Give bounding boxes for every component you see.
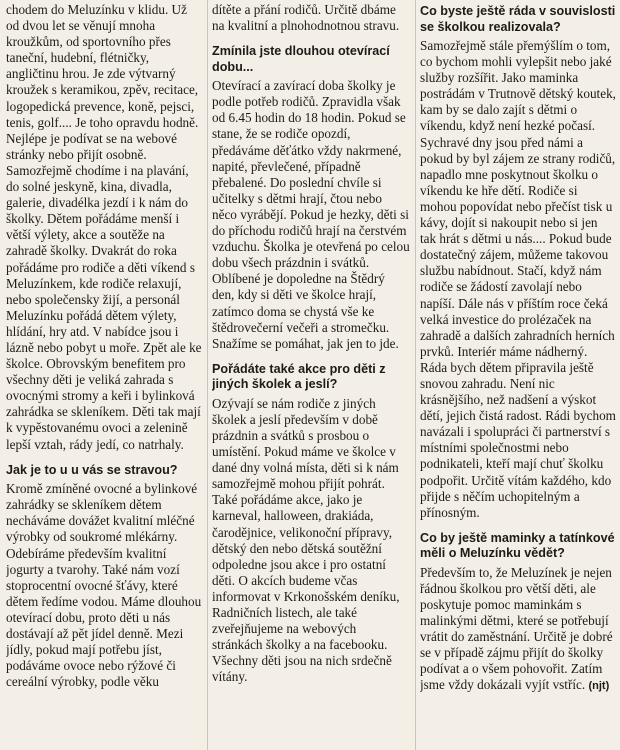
question-heading: Jak je to u u vás se stravou? bbox=[6, 462, 178, 477]
question-heading: Co byste ještě ráda v souvislosti se školkou realizovala? bbox=[420, 4, 616, 34]
paragraph: Otevírací a zavírací doba školky je podle potřeb rodičů. Zpravidla však od 6.45 hodin do 18 hodin. Pokud se stane, že se rodiče opozdí, předáváme děťátko vždy nakrmené, napité, převlečené, případně přebalené. Do poslední chvíle si učitelky s dětmi hrají, čtou nebo něco vyrábějí. Pokud je hezky, děti si do příchodu rodičů hrají na čerstvém vzduchu. Školka je otevřená po celou dobu všech prázdnin i svátků. Oblíbené je dopoledne na Štědrý den, kdy si děti ve školce hrají, zatímco doma se chystá vše ke štědrovečerní večeři a stromečku. Snažíme se pomáhat, jak jen to jde. bbox=[212, 78, 410, 351]
column-2 bbox=[212, 2, 410, 750]
author-signature: (njt) bbox=[588, 680, 610, 693]
paragraph-text: Především to, že Meluzínek je nejen řádnou školkou pro větší děti, ale poskytuje pomoc maminkám s malinkými dětmi, které se potřebují vrátit do zaměstnání. Určitě je dobré se v případě zájmu přijít do školky podívat a o všem pohovořit. Zatím jsme vždy dokázali vyjít vstříc. bbox=[420, 564, 613, 693]
column-3 bbox=[420, 2, 616, 750]
column-divider bbox=[415, 0, 416, 750]
paragraph: chodem do Meluzínku v klidu. Už od dvou let se věnují mnoha kroužkům, od sportovního přes taneční, hudební, flétničky, angličtinu hrou. Je zde výtvarný kroužek s keramikou, zpěv, recitace, logopedická prevence, koně, pejsci, tenis, golf.... Je toho opravdu hodně. Nejlépe je podívat se na webové stránky nebo přijít osobně. Samozřejmě chodíme i na plavání, do solné jeskyně, kina, divadla, galerie, divadélka jezdí i k nám do školky. Dětem pořádáme menší i větší výlety, akce a soutěže na zahradě školky. Dvakrát do roka pořádáme pro rodiče a děti víkend s Meluzínkem, kde rodiče relaxují, nebo společensky žijí, a personál Meluzínku pořádá dětem výlety, hlídání, hry atd. V nabídce jsou i lázně nebo pobyt u moře. Zpět ale ke školce. Obrovským benefitem pro všechny děti je veliká zahrada s ovocnými stromy a keři i bylinková zahrádka se skleníkem. Děti tak mají k vypěstovanému ovoci a zelenině lepší vztah, rády jedí, co natrhaly. bbox=[6, 2, 202, 452]
question-heading: Zmínila jste dlouhou otevírací dobu... bbox=[212, 44, 390, 74]
paragraph bbox=[420, 565, 616, 695]
paragraph: Kromě zmíněné ovocné a bylinkové zahrádky se skleníkem dětem necháváme dovážet kvalitní mléčné výrobky od soukromé mlékárny. Odebíráme především kvalitní jogurty a tvarohy. Také nám vozí stoprocentní ovocné šťávy, které dětem ředíme vodou. Máme dlouhou otevírací dobu, proto děti u nás dostávají až pět jídel denně. Mezi jídly, pokud mají potřebu jíst, podáváme ovoce nebo rýžové či cereální výrobky, podle věku bbox=[6, 481, 202, 690]
column-divider bbox=[207, 0, 208, 750]
question-heading: Pořádáte také akce pro děti z jiných školek a jeslí? bbox=[212, 361, 386, 392]
paragraph: dítěte a přání rodičů. Určitě dbáme na kvalitní a plnohodnotnou stravu. bbox=[212, 2, 400, 34]
paragraph: Ozývají se nám rodiče z jiných školek a jeslí především v době prázdnin a svátků s prosbou o umístění. Pokud máme ve školce v dané dny volná místa, děti si k nám samozřejmě mohou přijít pohrát. Také pořádáme akce, jako je karneval, halloween, drakiáda, čarodějnice, velikonoční přípravy, dětský den nebo dětská soutěžní odpoledne jsou akce i pro ostatní děti. O akcích budeme včas informovat v Krkonošském deníku, Radničních listech, ale také zveřejňujeme na webových stránkách školky a na facebooku. Všechny děti jsou na nich srdečně vítány. bbox=[212, 395, 400, 685]
paragraph: Samozřejmě stále přemýšlím o tom, co bychom mohli vylepšit nebo jaké služby rozšířit. Jako maminka postrádám v Trutnově dětský koutek, kam by se dalo zajít s dětmi o víkendu, když není hezké počasí. Sychravé dny jsou před námi a pokud by byl zájem ze strany rodičů, napadlo mne poskytnout školku o víkendu ke hře dětí. Rodiče si mohou popovídat nebo přečíst tisk u kávy, dojít si nakoupit nebo si jen tak hrát s dětmi u nás.... Pokud bude dostatečný zájem, můžeme takovou službu nabídnout. Stačí, když nám rodiče se žádostí zavolají nebo napíší. Dále nás v příštím roce čeká velká investice do prolézaček na zahradě a dalších zahradních herních prvků. Interiér máme nádherný. Ráda bych dětem připravila ještě snovou zahradu. Není nic krásnějšího, než nadšení a výskot dětí, jejich čistá radost. Rádi bychom navázali i spolupráci či partnerství s místními společnostmi nebo podnikateli, kteří mají chuť školku podpořit. Určitě vítám každého, kdo přijde s něčím uchopitelným a přínosným. bbox=[420, 38, 616, 520]
question-heading: Co by ještě maminky a tatínkové měli o Meluzínku vědět? bbox=[420, 530, 615, 561]
column-1 bbox=[6, 2, 202, 750]
